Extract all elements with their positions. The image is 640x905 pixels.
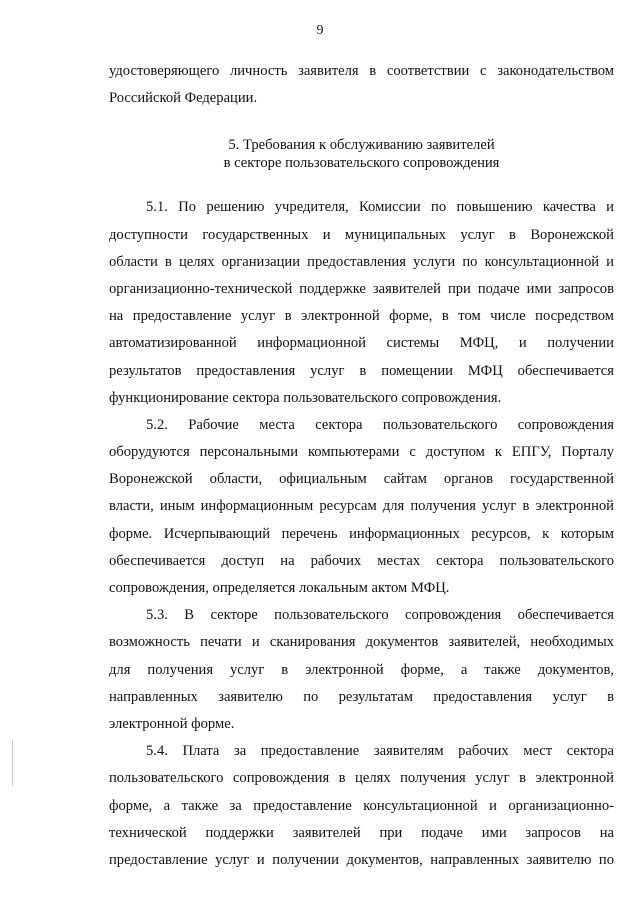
paragraph-line: технической поддержки заявителей при подаче ими запросов на [109,824,614,841]
paragraph-line: предоставление услуг и получении документов, направленных заявителю по [109,851,614,868]
paragraph-line: форме, а также за предоставление консультационной и организационно- [109,797,614,814]
paragraph-line: пользовательского сопровождения в целях получения услуг в электронной [109,770,614,787]
section-heading-line: в секторе пользовательского сопровождения [223,155,500,172]
paragraph-line: для получения услуг в электронной форме, а также документов, [109,661,614,678]
paragraph-line: оборудуются персональными компьютерами с доступом к ЕПГУ, Порталу [109,444,614,461]
paragraph-line: Воронежской области, официальным сайтам органов государственной [109,471,614,488]
paragraph-line: сопровождения, определяется локальным актом МФЦ. [109,580,450,596]
scan-artifact-line [12,740,13,786]
paragraph-line: результатов предоставления услуг в помещении МФЦ обеспечивается [109,362,614,379]
section-heading [109,136,614,172]
paragraph-line: 5.2. Рабочие места сектора пользовательского сопровождения [146,416,614,433]
paragraph-line: форме. Исчерпывающий перечень информационных ресурсов, к которым [109,525,614,542]
paragraph-5-3 [109,602,614,738]
paragraph-line: функционирование сектора пользовательского сопровождения. [109,389,502,406]
document-body [109,58,614,874]
paragraph-line: 5.3. В секторе пользовательского сопровождения обеспечивается [146,607,614,624]
paragraph-line: обеспечивается доступ на рабочих местах сектора пользовательского [109,552,614,569]
paragraph-line: на предоставление услуг в электронной форме, в том числе посредством [109,308,614,325]
paragraph-line: автоматизированной информационной системы МФЦ, и получении [109,335,614,352]
paragraph-line: доступности государственных и муниципальных услуг в Воронежской [109,226,614,243]
page-number: 9 [316,23,324,38]
paragraph-line: организационно-технической поддержке заявителей при подаче ими запросов [109,280,614,297]
paragraph-5-4 [109,738,614,874]
intro-line: Российской Федерации. [109,90,258,107]
paragraph-line: электронной форме. [109,715,235,732]
paragraph-line: направленных заявителю по результатам предоставления услуг в [109,688,614,705]
paragraph-5-1 [109,194,614,412]
paragraph-line: власти, иным информационным ресурсам для получения услуг в электронной [109,498,614,515]
intro-text [109,58,614,112]
paragraph-line: возможность печати и сканирования документов заявителей, необходимых [109,634,614,651]
intro-line: удостоверяющего личность заявителя в соответствии с законодательством [109,63,614,79]
section-heading-line: 5. Требования к обслуживанию заявителей [228,137,495,154]
paragraph-line: 5.1. По решению учредителя, Комиссии по повышению качества и [146,199,614,216]
paragraph-5-2 [109,412,614,602]
paragraph-line: 5.4. Плата за предоставление заявителям рабочих мест сектора [146,743,614,760]
paragraph-line: области в целях организации предоставления услуги по консультационной и [109,253,614,270]
